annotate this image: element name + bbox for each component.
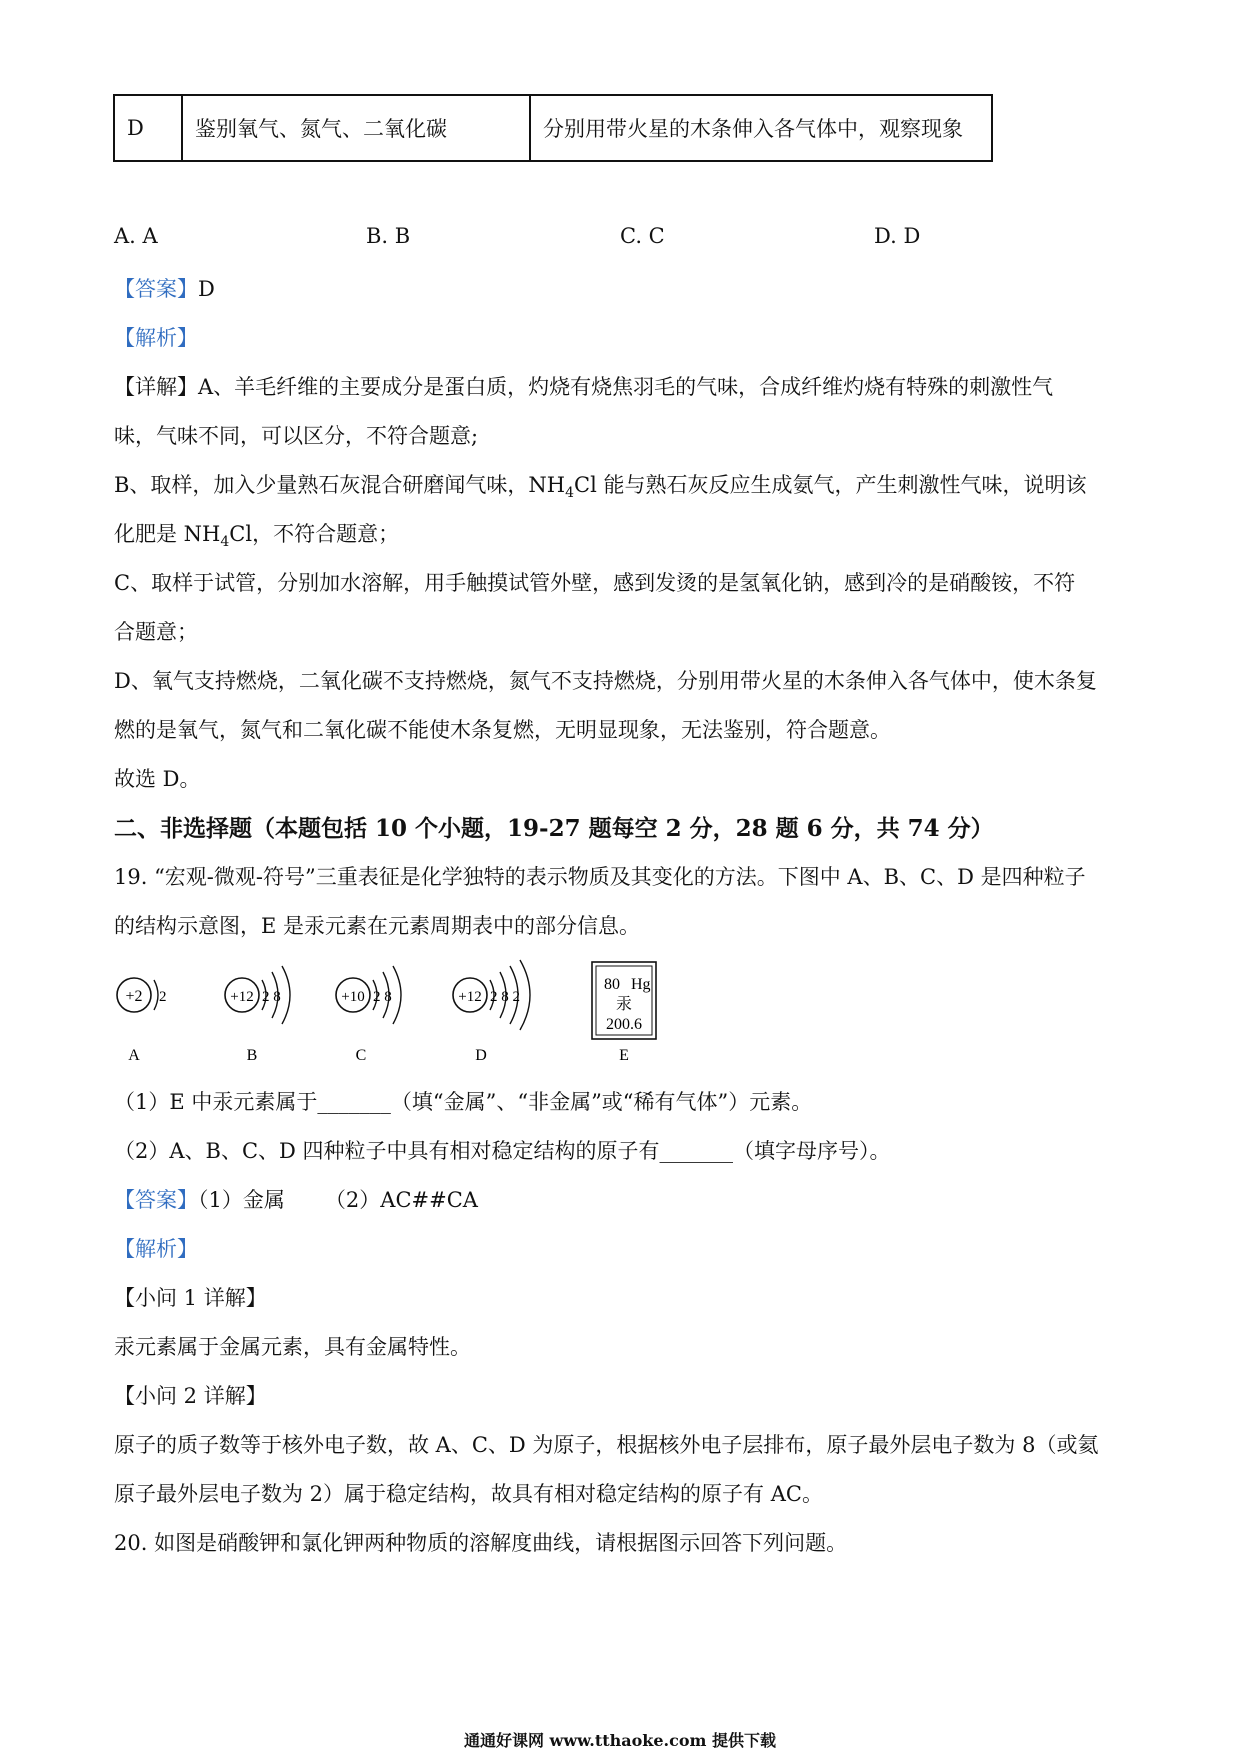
answer-tag: 【答案】 [114,277,198,301]
row-letter: D [114,95,182,161]
analysis-tag: 【解析】 [114,326,198,350]
svg-text:汞: 汞 [615,996,633,1013]
svg-text:+2: +2 [125,988,143,1005]
svg-text:+12: +12 [458,989,482,1005]
subq-detail: 原子最外层电子数为 2）属于稳定结构，故具有相对稳定结构的原子有 AC。 [114,1482,823,1506]
svg-text:80: 80 [604,976,620,993]
detail-line: 【详解】A、羊毛纤维的主要成分是蛋白质，灼烧有烧焦羽毛的气味，合成纤维灼烧有特殊的刺激性气 [114,375,1054,399]
section-title: 二、非选择题（本题包括 10 个小题，19-27 题每空 2 分，28 题 6 分，共 74 分） [114,815,994,842]
answer-value: （1）金属 （2）AC##CA [198,1188,478,1212]
subq-title: 【小问 1 详解】 [114,1286,267,1310]
choice-d: D. D [874,224,921,248]
detail-line: D、氧气支持燃烧，二氧化碳不支持燃烧，氮气不支持燃烧，分别用带火星的木条伸入各气体中，使木条复 [114,669,1097,693]
q19-stem: 的结构示意图，E 是汞元素在元素周期表中的部分信息。 [114,914,641,938]
atom-label: A [128,1047,140,1064]
q19-stem: 19. “宏观-微观-符号”三重表征是化学独特的表示物质及其变化的方法。下图中 A、B、C、D 是四种粒子 [114,865,1086,889]
row-method: 分别用带火星的木条伸入各气体中，观察现象 [530,95,992,161]
svg-text:2 8: 2 8 [262,989,281,1005]
choice-a: A. A [114,224,158,248]
analysis-tag: 【解析】 [114,1237,198,1261]
atom-label: E [619,1047,629,1064]
atom-c [336,966,401,1064]
table-row [114,95,992,161]
subq-title: 【小问 2 详解】 [114,1384,267,1408]
option-table [113,94,993,162]
choice-b: B. B [366,224,411,248]
svg-text:2 8: 2 8 [373,989,392,1005]
detail-line: 燃的是氧气，氮气和二氧化碳不能使木条复燃，无明显现象，无法鉴别，符合题意。 [114,718,891,742]
svg-text:+12: +12 [230,989,254,1005]
svg-text:Hg: Hg [631,976,651,993]
svg-text:200.6: 200.6 [606,1016,642,1033]
q19-sub1: （1）E 中汞元素属于_______（填“金属”、“非金属”或“稀有气体”）元素。 [114,1090,813,1114]
atom-label: D [475,1047,487,1064]
answer-line [114,273,215,303]
svg-text:2: 2 [159,989,167,1005]
row-purpose: 鉴别氧气、氮气、二氧化碳 [182,95,530,161]
atom-label: C [355,1047,367,1064]
atom-d [453,960,530,1064]
detail-line: C、取样于试管，分别加水溶解，用手触摸试管外壁，感到发烫的是氢氧化钠，感到冷的是硝酸铵，不符 [114,571,1076,595]
choice-c: C. C [620,224,665,248]
atom-structure-diagrams [110,958,670,1068]
page-footer: 通通好课网 www.tthaoke.com 提供下载 [463,1731,777,1750]
subq-detail: 原子的质子数等于核外电子数，故 A、C、D 为原子，根据核外电子层排布，原子最外层电子数为 8（或氦 [114,1433,1099,1457]
atom-a [117,978,167,1064]
svg-text:2 8 2: 2 8 2 [490,989,520,1005]
detail-line: 化肥是 $NH_4Cl$，不符合题意； [114,522,400,551]
svg-text:+10: +10 [341,989,365,1005]
q20-stem: 20. 如图是硝酸钾和氯化钾两种物质的溶解度曲线，请根据图示回答下列问题。 [114,1531,848,1555]
answer-value: D [198,277,215,301]
element-card-hg [592,962,656,1064]
detail-line: 故选 D。 [114,767,201,791]
detail-line: 合题意； [114,620,198,644]
answer-tag: 【答案】 [114,1188,198,1212]
detail-line: B、取样，加入少量熟石灰混合研磨闻气味，$NH_4Cl$ 能与熟石灰反应生成氨气，产生刺激性气味，说明该 [114,473,1087,502]
atom-b [225,966,290,1064]
atom-label: B [246,1047,258,1064]
q19-sub2: （2）A、B、C、D 四种粒子中具有相对稳定结构的原子有_______（填字母序号）。 [114,1139,891,1163]
subq-detail: 汞元素属于金属元素，具有金属特性。 [114,1335,471,1359]
detail-line: 味，气味不同，可以区分，不符合题意; [114,424,479,448]
q19-answer-line [114,1184,478,1214]
